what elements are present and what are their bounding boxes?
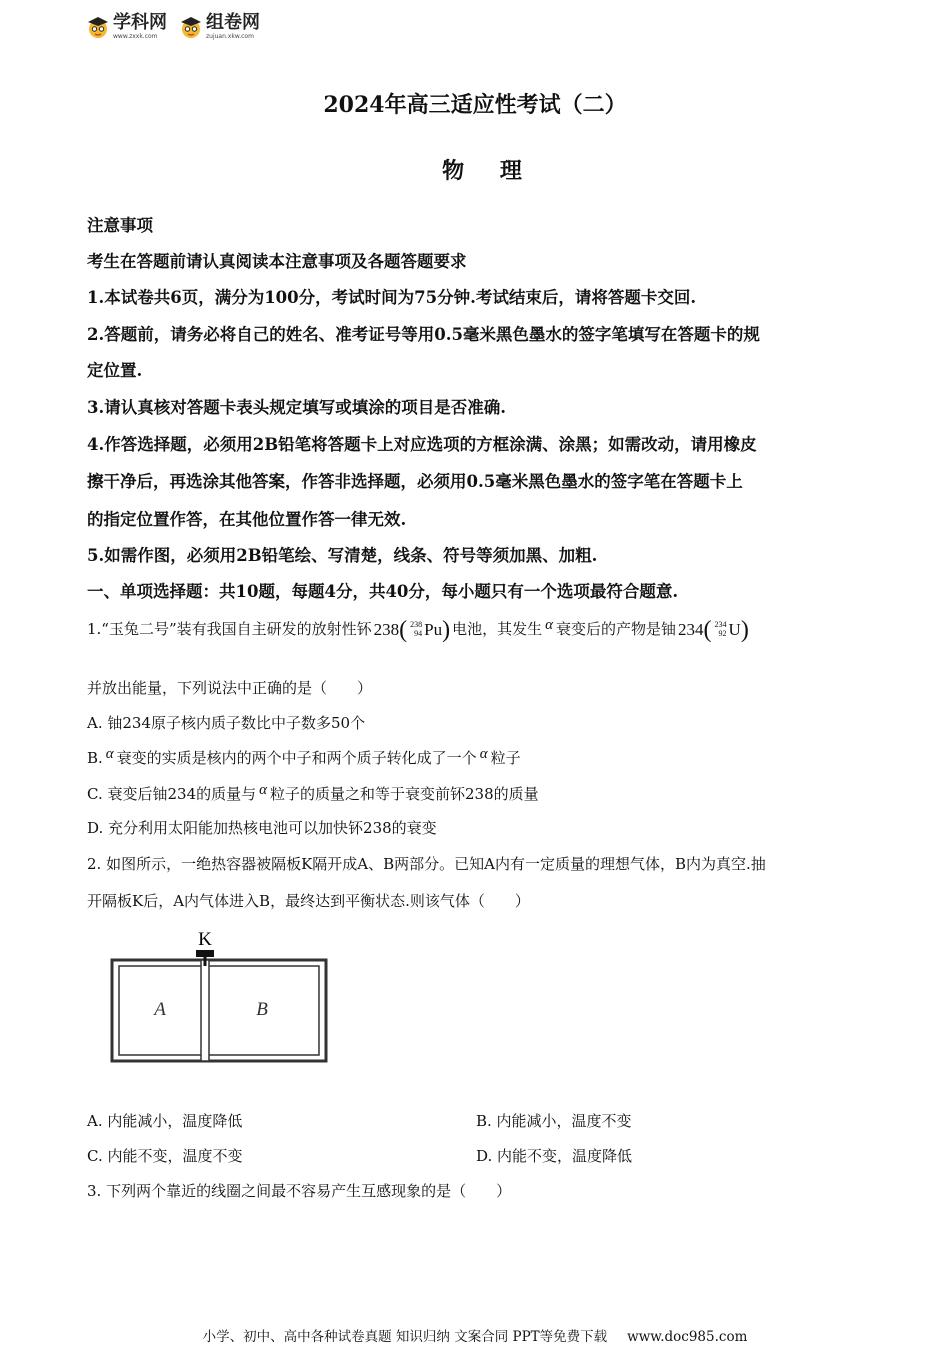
- question-2-stem: 2. 如图所示，一绝热容器被隔板K隔开成A、B两部分。已知A内有一定质量的理想气体，B内为真空.抽: [87, 855, 766, 873]
- q1-option-c[interactable]: [87, 782, 539, 804]
- notice-item: 1.本试卷共6页，满分为100分，考试时间为75分钟.考试结束后，请将答题卡交回.: [87, 288, 697, 307]
- q1-text: 1.“玉兔二号”装有我国自主研发的放射性钚: [87, 620, 372, 638]
- notice-item: 4.作答选择题，必须用2B铅笔将答题卡上对应选项的方框涂满、涂黑；如需改动，请用橡皮: [87, 435, 757, 454]
- pu-mass-number: 238: [410, 620, 423, 630]
- alpha-symbol: α: [545, 617, 554, 633]
- question-1-stem: [87, 617, 751, 642]
- question-2-stem-cont: 开隔板K后，A内气体进入B，最终达到平衡状态.则该气体（ ）: [87, 892, 530, 910]
- q2-option-d[interactable]: D. 内能不变，温度降低: [476, 1147, 633, 1165]
- partition-stem: [204, 956, 207, 966]
- exam-title: 2024年高三适应性考试（二）: [323, 92, 627, 118]
- notice-item: 定位置.: [87, 361, 143, 380]
- option-text: C. 衰变后铀234的质量与: [87, 785, 257, 803]
- footer-url[interactable]: www.doc985.com: [627, 1329, 748, 1345]
- notice-item: 2.答题前，请务必将自己的姓名、准考证号等用0.5毫米黑色墨水的签字笔填写在答题卡的规: [87, 325, 760, 344]
- option-text: 粒子的质量之和等于衰变前钚238的质量: [270, 785, 539, 803]
- notice-item: 5.如需作图，必须用2B铅笔绘、写清楚，线条、符号等须加黑、加粗.: [87, 546, 598, 565]
- notice-item: 的指定位置作答，在其他位置作答一律无效.: [87, 510, 407, 529]
- alpha-symbol: α: [259, 782, 267, 798]
- option-text: 粒子: [490, 749, 521, 767]
- pu-symbol: Pu: [424, 620, 443, 639]
- notice-item: 擦干净后，再选涂其他答案，作答非选择题，必须用0.5毫米黑色墨水的签字笔在答题卡上: [87, 472, 743, 491]
- alpha-symbol: α: [479, 746, 488, 762]
- mascot-icon: [86, 15, 110, 39]
- label-b: B: [256, 999, 268, 1020]
- pu-mass: 238: [373, 620, 400, 639]
- label-a: A: [154, 999, 166, 1020]
- label-k: K: [198, 929, 212, 950]
- q2-option-b[interactable]: B. 内能减小，温度不变: [476, 1112, 632, 1130]
- pu-atomic-number: 94: [414, 629, 423, 638]
- logo-name: 组卷网: [206, 12, 260, 33]
- container-outer: [112, 960, 326, 1061]
- notice-heading: 注意事项: [87, 216, 153, 235]
- q1-text: 电池，其发生: [452, 620, 543, 638]
- partition-handle: [196, 950, 214, 957]
- u-symbol: U: [728, 620, 741, 639]
- q2-option-a[interactable]: A. 内能减小，温度降低: [87, 1112, 243, 1130]
- q1-option-d[interactable]: D. 充分利用太阳能加热核电池可以加快钚238的衰变: [87, 819, 437, 837]
- exam-subject: 物 理: [442, 158, 536, 184]
- mascot-icon: [179, 15, 203, 39]
- footer-text: 小学、初中、高中各种试卷真题 知识归纳 文案合同 PPT等免费下载: [202, 1329, 608, 1345]
- q1-option-a[interactable]: A. 铀234原子核内质子数比中子数多50个: [87, 714, 366, 732]
- logo-xueke[interactable]: [86, 14, 167, 40]
- logo-url: zujuan.xkw.com: [206, 33, 254, 40]
- alpha-symbol: α: [105, 746, 114, 762]
- container-diagram: [108, 926, 333, 1066]
- u-mass: 234: [678, 620, 704, 639]
- partition-k: [201, 960, 209, 1061]
- notice-intro: 考生在答题前请认真阅读本注意事项及各题答题要求: [87, 252, 467, 271]
- q1-text: 衰变后的产物是铀: [556, 620, 677, 638]
- u-mass-number: 234: [714, 620, 727, 630]
- q1-option-b[interactable]: [87, 746, 521, 768]
- section-heading: 一、单项选择题：共10题，每题4分，共40分，每小题只有一个选项最符合题意.: [87, 582, 679, 601]
- option-label: B.: [87, 749, 103, 767]
- container-inner: [119, 966, 319, 1055]
- pu-formula: 238 ( 238 94 Pu ): [373, 617, 451, 643]
- logo-url: www.zxxk.com: [113, 33, 158, 40]
- u-atomic-number: 92: [718, 629, 727, 638]
- option-text: 衰变的实质是核内的两个中子和两个质子转化成了一个: [116, 749, 477, 767]
- header-logos: [86, 14, 260, 40]
- q2-option-c[interactable]: C. 内能不变，温度不变: [87, 1147, 243, 1165]
- question-3-stem: 3. 下列两个靠近的线圈之间最不容易产生互感现象的是（ ）: [87, 1182, 512, 1200]
- u-formula: 234 ( 234 92 U ): [678, 617, 749, 643]
- footer: [0, 1325, 950, 1345]
- logo-zujuan[interactable]: [179, 14, 260, 40]
- logo-name: 学科网: [113, 12, 167, 33]
- notice-item: 3.请认真核对答题卡表头规定填写或填涂的项目是否准确.: [87, 398, 506, 417]
- question-1-stem-cont: 并放出能量，下列说法中正确的是（ ）: [87, 679, 373, 697]
